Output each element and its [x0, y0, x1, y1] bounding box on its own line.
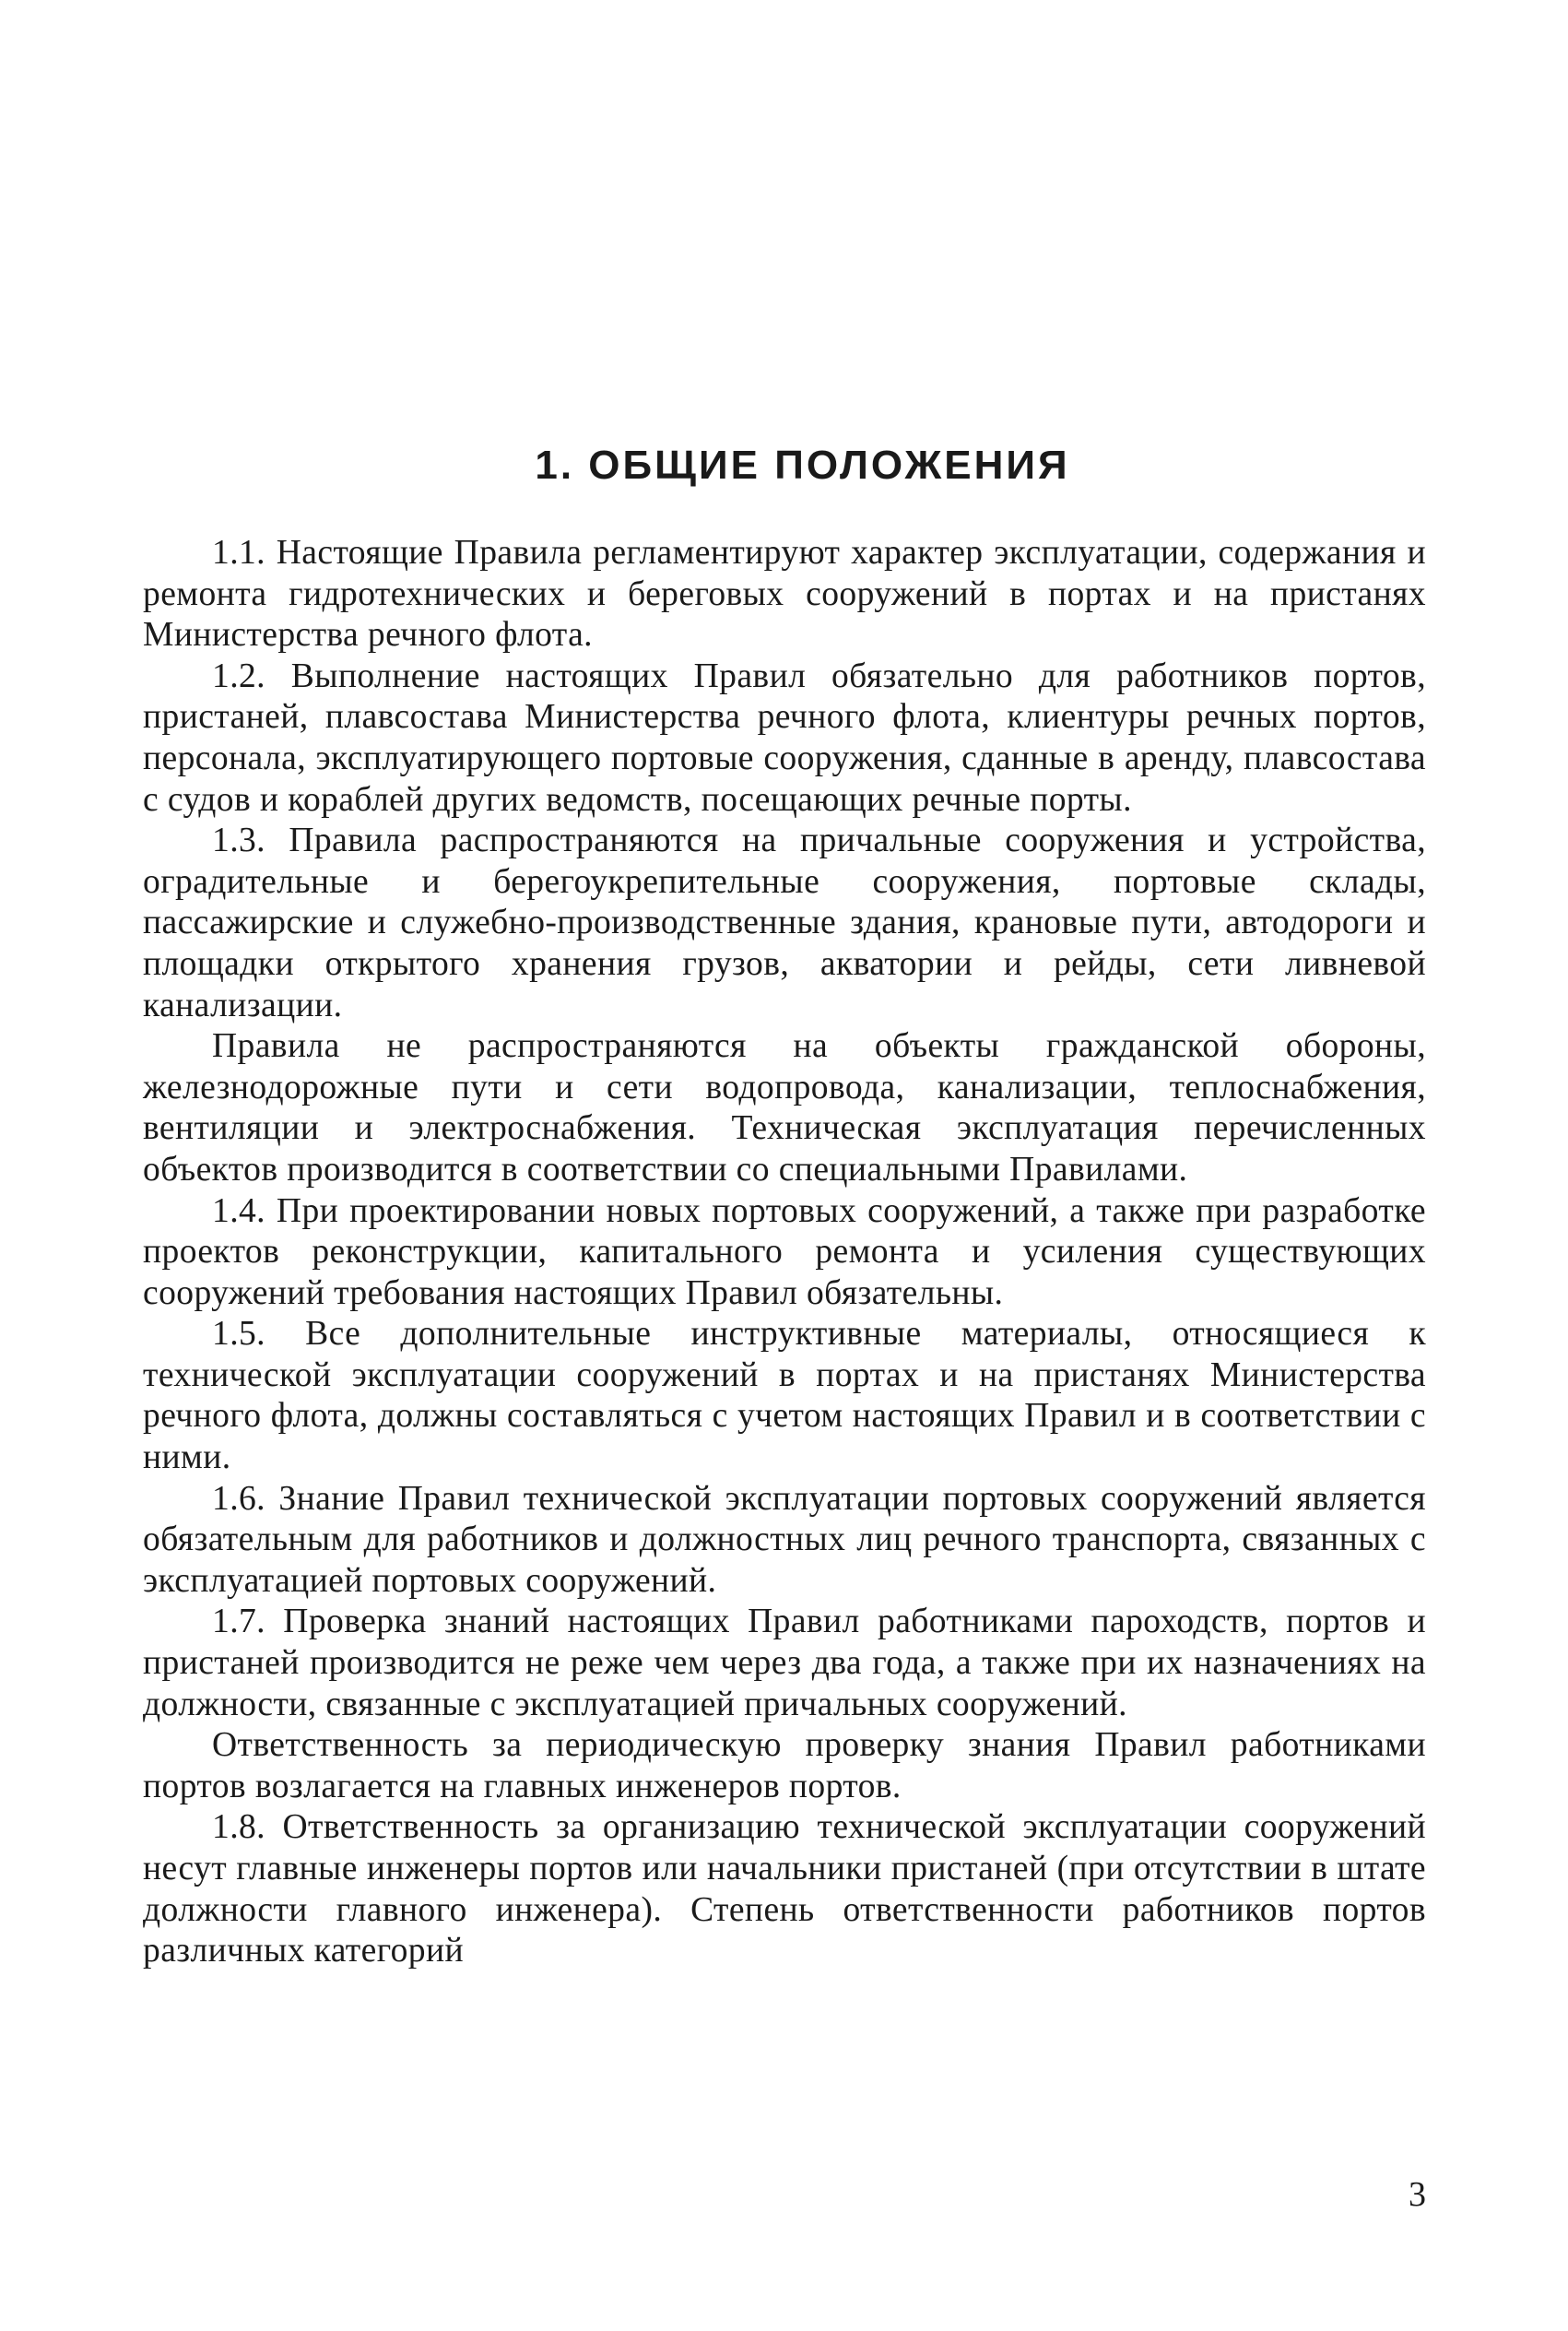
page-number: 3	[1409, 2175, 1426, 2214]
paragraph-1-2: 1.2. Выполнение настоящих Правил обязательно для работников портов, пристаней, плавсостава Министерства речного флота, клиентуры речных портов, персонала, эксплуатирующего портовые сооружения, сданные в аренду, плавсостава с судов и кораблей других ведомств, посещающих речные порты.	[143, 657, 1426, 819]
paragraph-1-8: 1.8. Ответственность за организацию технической эксплуатации сооружений несут главные инженеры портов или начальники пристаней (при отсутствии в штате должности главного инженера). Степень ответственности работников портов различных категорий	[143, 1808, 1426, 1970]
section-heading: 1. ОБЩИЕ ПОЛОЖЕНИЯ	[535, 443, 1070, 488]
paragraph-1-4: 1.4. При проектировании новых портовых сооружений, а также при разработке проектов реконструкции, капитального ремонта и усиления существующих сооружений требования настоящих Правил обязательны.	[143, 1191, 1426, 1312]
body-text	[143, 533, 1426, 1972]
paragraph-1-3-continued: Правила не распространяются на объекты гражданской обороны, железнодорожные пути и сети водопровода, канализации, теплоснабжения, вентиляции и электроснабжения. Техническая эксплуатация перечисленных объектов производится в соответствии со специальными Правилами.	[143, 1027, 1426, 1189]
paragraph-1-5: 1.5. Все дополнительные инструктивные материалы, относящиеся к технической эксплуатации сооружений в портах и на пристанях Министерства речного флота, должны составляться с учетом настоящих Правил и в соответствии с ними.	[143, 1315, 1426, 1477]
paragraph-1-3: 1.3. Правила распространяются на причальные сооружения и устройства, оградительные и берегоукрепительные сооружения, портовые склады, пассажирские и служебно-производственные здания, крановые пути, автодороги и площадки открытого хранения грузов, акватории и рейды, сети ливневой канализации.	[143, 822, 1426, 1024]
paragraph-1-7: 1.7. Проверка знаний настоящих Правил работниками пароходств, портов и пристаней производится не реже чем через два года, а также при их назначениях на должности, связанные с эксплуатацией причальных сооружений.	[143, 1603, 1426, 1723]
paragraph-1-1: 1.1. Настоящие Правила регламентируют характер эксплуатации, содержания и ремонта гидротехнических и береговых сооружений в портах и на пристанях Министерства речного флота.	[143, 534, 1426, 655]
paragraph-1-7-continued: Ответственность за периодическую проверку знания Правил работниками портов возлагается на главных инженеров портов.	[143, 1726, 1426, 1805]
paragraph-1-6: 1.6. Знание Правил технической эксплуатации портовых сооружений является обязательным для работников и должностных лиц речного транспорта, связанных с эксплуатацией портовых сооружений.	[143, 1479, 1426, 1600]
